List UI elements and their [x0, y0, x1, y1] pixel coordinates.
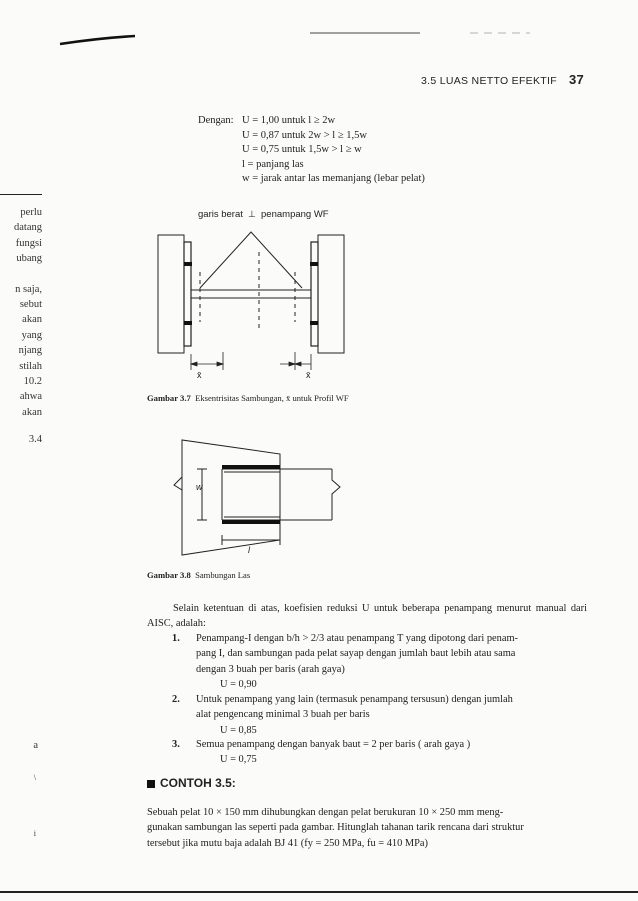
square-bullet-icon — [147, 780, 155, 788]
item-3: 3. Semua penampang dengan banyak baut = 2 per baris ( arah gaya ) U = 0,75 — [172, 737, 587, 768]
item-2: 2. Untuk penampang yang lain (termasuk penampang tersusun) dengan jumlah alat pengencang minimal 3 buah per baris U = 0,85 — [172, 692, 587, 738]
item-number: 2. — [172, 694, 180, 705]
item-value: U = 0,75 — [220, 754, 257, 766]
example-heading: CONTOH 3.5: — [147, 776, 236, 790]
item-value: U = 0,90 — [220, 678, 257, 690]
page-number: 37 — [568, 72, 584, 87]
margin-mark-a: a — [33, 740, 38, 751]
l-dimension-label: l — [248, 545, 250, 555]
definition-row: w = jarak antar las memanjang (lebar pelat) — [242, 173, 425, 185]
w-dimension-label: w — [196, 482, 203, 492]
item-number: 1. — [172, 633, 180, 644]
centroid-marker: ⊥ — [245, 209, 259, 219]
definition-row: U = 0,75 untuk 1,5w > l ≥ w — [242, 144, 362, 156]
margin-text-block: perlu datang fungsi ubang n saja, sebut akan yang njang stilah 10.2 ahwa akan — [14, 207, 42, 418]
definition-row: U = 0,87 untuk 2w > l ≥ 1,5w — [242, 129, 367, 141]
margin-mark-b: \ — [33, 773, 36, 782]
definitions-block — [198, 114, 425, 187]
scan-artifact-top — [0, 0, 638, 60]
definition-row: l = panjang las — [242, 158, 304, 170]
item-1: 1. Penampang-I dengan b/h > 2/3 atau penampang T yang dipotong dari penam- pang I, dan sambungan pada pelat sayap dengan jumlah baut lebih atau sama dengan 3 buah per baris (arah gaya) U = 0,90 — [172, 631, 587, 692]
xbar-left-label: x̄ — [197, 370, 202, 380]
item-number: 3. — [172, 739, 180, 750]
intro-paragraph: Selain ketentuan di atas, koefisien reduksi U untuk beberapa penampang menurut manual dari AISC, adalah: — [147, 603, 587, 630]
running-header — [421, 72, 584, 87]
margin-ref: 3.4 — [28, 434, 42, 445]
header-section: 3.5 LUAS NETTO EFEKTIF — [421, 75, 557, 87]
item-value: U = 0,85 — [220, 724, 257, 736]
margin-mark-c: i — [33, 829, 36, 838]
wf-section-drawing — [150, 222, 380, 382]
definition-row: Dengan: U = 1,00 untuk l ≥ 2w — [198, 115, 336, 126]
figure38-caption: Gambar 3.8 Sambungan Las — [147, 570, 251, 580]
figure37-label: garis berat ⊥ penampang WF — [198, 209, 329, 220]
xbar-right-label: x̄ — [306, 370, 311, 380]
margin-rule — [0, 194, 42, 195]
bottom-rule — [0, 891, 638, 893]
figure37-caption: Gambar 3.7 Eksentrisitas Sambungan, x̄ untuk Profil WF — [147, 393, 349, 403]
example-text: Sebuah pelat 10 × 150 mm dihubungkan dengan pelat berukuran 10 × 250 mm meng- gunakan sambungan las seperti pada gambar. Hitunglah tahanan tarik rencana dari struktur tersebut jika mutu baja adalah BJ 41 (fy = 250 MPa, fu = 410 MPa) — [147, 807, 524, 849]
weld-joint-drawing — [168, 432, 348, 560]
